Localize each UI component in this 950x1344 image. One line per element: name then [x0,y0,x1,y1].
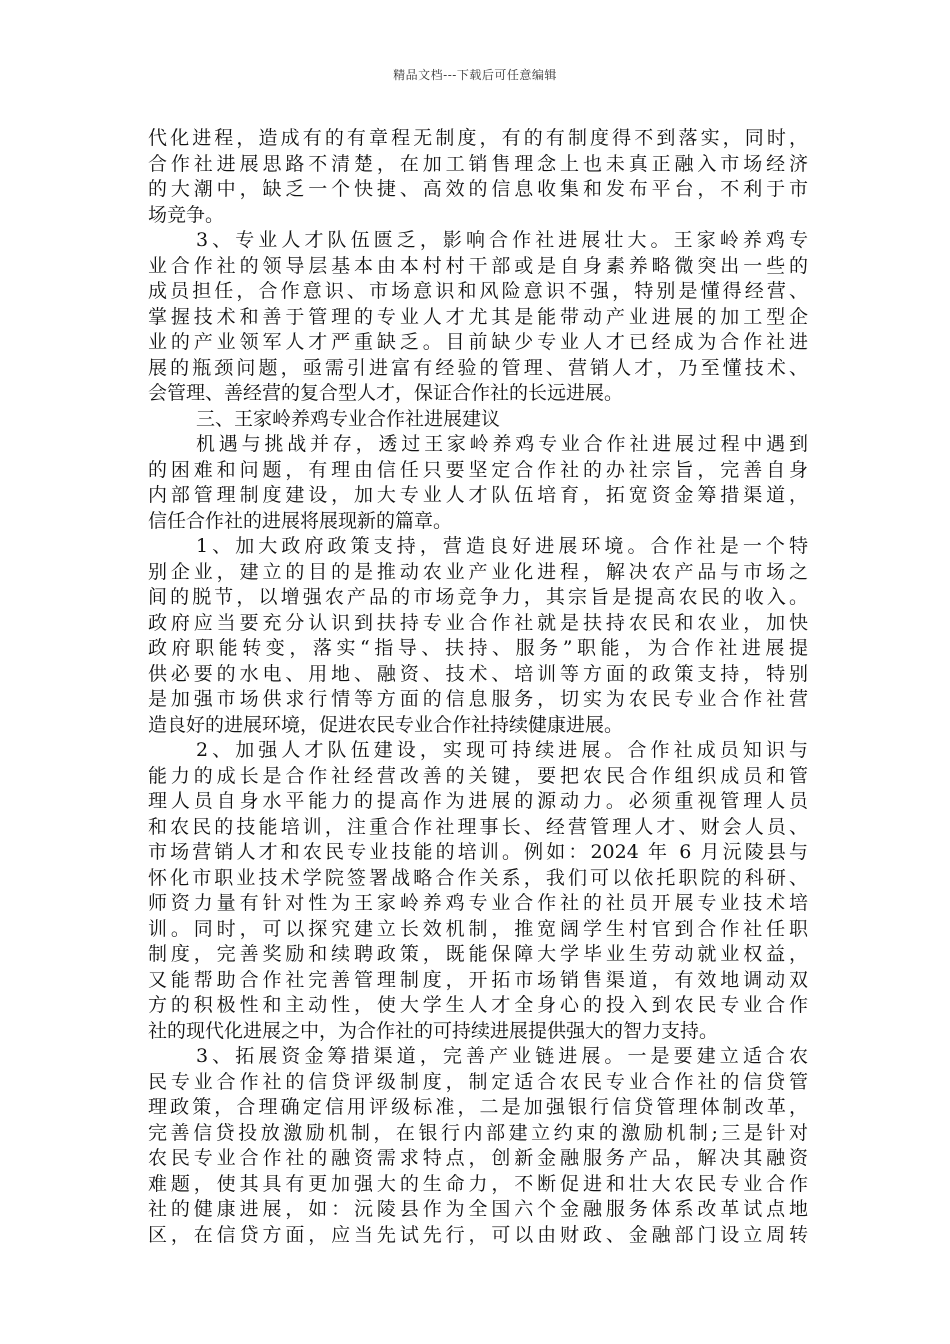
text-line: 别企业，建立的目的是推动农业产业化进程，解决农产品与市场之 [148,560,808,583]
text-line: 和农民的技能培训，注重合作社理事长、经营管理人才、财会人员、 [148,815,808,838]
text-line: 1、加大政府政策支持，营造良好进展环境。合作社是一个特 [196,535,808,557]
text-line: 能力的成长是合作社经营改善的关键，要把农民合作组织成员和管 [148,764,808,787]
text-line: 区，在信贷方面，应当先试先行，可以由财政、金融部门设立周转 [148,1223,808,1246]
text-line: 方的积极性和主动性，使大学生人才全身心的投入到农民专业合作 [148,994,808,1016]
text-line: 业的产业领军人才严重缺乏。目前缺少专业人才已经成为合作社进 [148,331,808,353]
text-line: 市场营销人才和农民专业技能的培训。例如：2024 年 6 月沅陵县与 [148,841,808,863]
text-line: 展的瓶颈问题，亟需引进富有经验的管理、营销人才，乃至懂技术、 [148,356,808,379]
text-line: 间的脱节，以增强农产品的市场竞争力，其宗旨是提高农民的收入。 [148,586,808,608]
text-line: 机遇与挑战并存，透过王家岭养鸡专业合作社进展过程中遇到 [196,433,808,455]
text-line: 社的现代化进展之中，为合作社的可持续进展提供强大的智力支持。 [148,1019,719,1042]
text-line: 3、拓展资金筹措渠道，完善产业链进展。一是要建立适合农 [196,1045,808,1067]
text-line: 社的健康进展，如：沅陵县作为全国六个金融服务体系改革试点地 [148,1198,808,1220]
text-line: 农民专业合作社的融资需求特点，创新金融服务产品，解决其融资 [148,1147,808,1169]
document-body [148,126,808,1248]
text-line: 业合作社的领导层基本由本村村干部或是自身素养略微突出一些的 [148,254,808,277]
text-line: 成员担任，合作意识、市场意识和风险意识不强，特别是懂得经营、 [148,280,808,302]
text-line: 师资力量有针对性为王家岭养鸡专业合作社的社员开展专业技术培 [148,892,808,914]
text-line: 政府应当要充分认识到扶持专业合作社就是扶持农民和农业，加快 [148,611,808,634]
text-line: 难题，使其具有更加强大的生命力，不断促进和壮大农民专业合作 [148,1172,808,1195]
text-line: 合作社进展思路不清楚，在加工销售理念上也未真正融入市场经济 [148,152,808,175]
text-line: 训。同时，可以探究建立长效机制，推宽阔学生村官到合作社任职 [148,917,808,940]
text-line: 3、专业人才队伍匮乏，影响合作社进展壮大。王家岭养鸡专 [196,229,808,251]
text-line: 造良好的进展环境，促进农民专业合作社持续健康进展。 [148,713,624,736]
text-line: 掌握技术和善于管理的专业人才尤其是能带动产业进展的加工型企 [148,305,808,328]
text-line: 信任合作社的进展将展现新的篇章。 [148,509,453,532]
text-line: 会管理、善经营的复合型人才，保证合作社的长远进展。 [148,382,624,404]
text-line: 怀化市职业技术学院签署战略合作关系，我们可以依托职院的科研、 [148,866,808,889]
text-line: 完善信贷投放激励机制，在银行内部建立约束的激励机制;三是针对 [148,1121,808,1144]
text-line: 内部管理制度建设，加大专业人才队伍培育，拓宽资金筹措渠道， [148,484,808,506]
text-line: 代化进程，造成有的有章程无制度，有的有制度得不到落实，同时， [148,127,808,149]
text-line: 三、王家岭养鸡专业合作社进展建议 [196,407,501,430]
page-header: 精品文档---下载后可任意编辑 [393,68,557,82]
text-line: 理政策，合理确定信用评级标准，二是加强银行信贷管理体制改革， [148,1096,808,1118]
text-line: 政府职能转变，落实“指导、扶持、服务”职能，为合作社进展提 [148,637,808,659]
text-line: 的大潮中，缺乏一个快捷、高效的信息收集和发布平台，不利于市 [148,178,808,200]
text-line: 的困难和问题，有理由信任只要坚定合作社的办社宗旨，完善自身 [148,458,808,481]
text-line: 民专业合作社的信贷评级制度，制定适合农民专业合作社的信贷管 [148,1070,808,1093]
text-line: 2、加强人才队伍建设，实现可持续进展。合作社成员知识与 [196,739,808,761]
text-line: 又能帮助合作社完善管理制度，开拓市场销售渠道，有效地调动双 [148,968,808,991]
text-line: 理人员自身水平能力的提高作为进展的源动力。必须重视管理人员 [148,790,808,812]
text-line: 场竞争。 [148,203,225,226]
text-line: 供必要的水电、用地、融资、技术、培训等方面的政策支持，特别 [148,662,808,685]
text-line: 是加强市场供求行情等方面的信息服务，切实为农民专业合作社营 [148,688,808,710]
text-line: 制度，完善奖励和续聘政策，既能保障大学毕业生劳动就业权益， [148,943,808,965]
